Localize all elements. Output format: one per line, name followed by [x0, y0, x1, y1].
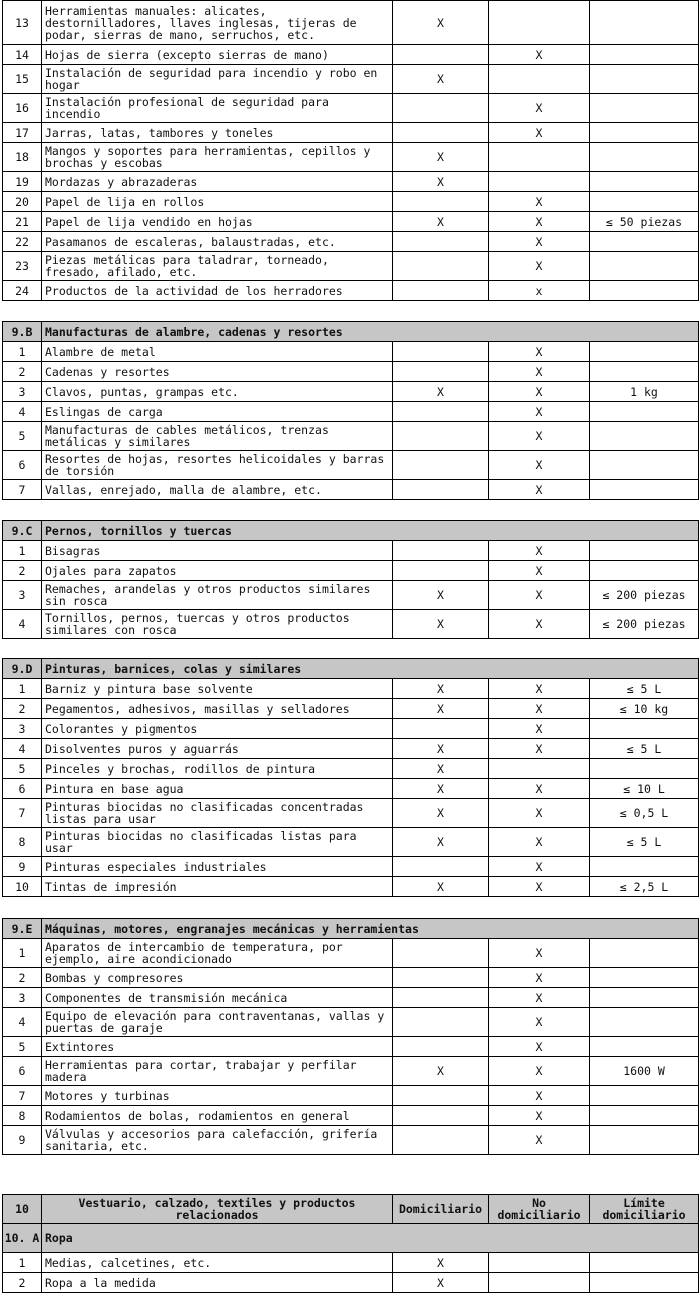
row-domiciliario: X — [393, 1, 489, 45]
row-limite: ≤ 10 L — [590, 779, 699, 799]
row-number: 23 — [3, 252, 42, 281]
header-title: Vestuario, calzado, textiles y productos relacionados — [42, 1195, 393, 1224]
row-description: Instalación de seguridad para incendio y robo en hogar — [42, 65, 393, 94]
row-domiciliario: X — [393, 877, 489, 897]
table-row — [3, 1008, 699, 1037]
row-domiciliario — [393, 988, 489, 1008]
section-header-row — [3, 322, 699, 342]
row-domiciliario — [393, 451, 489, 480]
row-limite: ≤ 2,5 L — [590, 877, 699, 897]
section-code: 9.B — [3, 322, 42, 342]
row-no-domiciliario: X — [489, 939, 590, 968]
row-domiciliario — [393, 45, 489, 65]
row-description: Vallas, enrejado, malla de alambre, etc. — [42, 480, 393, 500]
row-description: Tornillos, pernos, tuercas y otros productos similares con rosca — [42, 610, 393, 639]
row-description: Medias, calcetines, etc. — [42, 1253, 393, 1273]
row-description: Componentes de transmisión mecánica — [42, 988, 393, 1008]
section-title: Máquinas, motores, engranajes mecánicas y herramientas — [42, 919, 699, 939]
row-no-domiciliario: X — [489, 402, 590, 422]
row-domiciliario: X — [393, 65, 489, 94]
row-description: Disolventes puros y aguarrás — [42, 739, 393, 759]
row-number: 17 — [3, 123, 42, 143]
header-code: 10 — [3, 1195, 42, 1224]
table-row — [3, 610, 699, 639]
table-row — [3, 988, 699, 1008]
row-limite: ≤ 0,5 L — [590, 799, 699, 828]
row-no-domiciliario: X — [489, 828, 590, 857]
row-description: Mordazas y abrazaderas — [42, 172, 393, 192]
table-row — [3, 1273, 699, 1293]
row-no-domiciliario: X — [489, 232, 590, 252]
row-description: Papel de lija vendido en hojas — [42, 212, 393, 232]
row-domiciliario: X — [393, 759, 489, 779]
row-limite — [590, 172, 699, 192]
row-number: 9 — [3, 1126, 42, 1155]
row-number: 19 — [3, 172, 42, 192]
row-number: 1 — [3, 939, 42, 968]
table-row — [3, 968, 699, 988]
table-row — [3, 281, 699, 301]
row-number: 1 — [3, 541, 42, 561]
row-number: 3 — [3, 581, 42, 610]
table-row — [3, 212, 699, 232]
row-limite — [590, 281, 699, 301]
section-header-row — [3, 521, 699, 541]
row-no-domiciliario: X — [489, 422, 590, 451]
table-row — [3, 402, 699, 422]
row-description: Productos de la actividad de los herradores — [42, 281, 393, 301]
section-10-body — [3, 1253, 699, 1293]
row-description: Clavos, puntas, grampas etc. — [42, 382, 393, 402]
section-title: Pernos, tornillos y tuercas — [42, 521, 699, 541]
row-no-domiciliario: X — [489, 1057, 590, 1086]
row-number: 4 — [3, 1008, 42, 1037]
row-description: Remaches, arandelas y otros productos similares sin rosca — [42, 581, 393, 610]
subsection-code: 10. A — [3, 1224, 42, 1253]
row-limite: ≤ 200 piezas — [590, 581, 699, 610]
row-domiciliario — [393, 123, 489, 143]
row-no-domiciliario — [489, 65, 590, 94]
row-description: Pinceles y brochas, rodillos de pintura — [42, 759, 393, 779]
row-domiciliario — [393, 1106, 489, 1126]
header-no-domiciliario: No domiciliario — [489, 1195, 590, 1224]
row-no-domiciliario: x — [489, 281, 590, 301]
row-domiciliario — [393, 719, 489, 739]
table-row — [3, 382, 699, 402]
row-number: 4 — [3, 610, 42, 639]
row-number: 13 — [3, 1, 42, 45]
row-limite — [590, 857, 699, 877]
row-no-domiciliario: X — [489, 988, 590, 1008]
row-description: Pinturas especiales industriales — [42, 857, 393, 877]
section-9-body — [3, 1, 699, 301]
row-domiciliario — [393, 422, 489, 451]
row-no-domiciliario: X — [489, 192, 590, 212]
table-row — [3, 252, 699, 281]
row-domiciliario — [393, 342, 489, 362]
column-header-row — [3, 1195, 699, 1224]
header-limite: Límite domiciliario — [590, 1195, 699, 1224]
row-limite: ≤ 5 L — [590, 739, 699, 759]
row-no-domiciliario: X — [489, 877, 590, 897]
row-limite: ≤ 200 piezas — [590, 610, 699, 639]
row-domiciliario — [393, 968, 489, 988]
row-domiciliario — [393, 939, 489, 968]
row-limite: 1 kg — [590, 382, 699, 402]
table-row — [3, 561, 699, 581]
table-row — [3, 581, 699, 610]
row-domiciliario — [393, 1037, 489, 1057]
row-number: 6 — [3, 451, 42, 480]
table-section-9c — [2, 520, 699, 639]
row-domiciliario — [393, 94, 489, 123]
table-row — [3, 1037, 699, 1057]
row-no-domiciliario: X — [489, 581, 590, 610]
row-number: 14 — [3, 45, 42, 65]
section-9c-body — [3, 541, 699, 639]
row-limite — [590, 1086, 699, 1106]
row-domiciliario — [393, 1086, 489, 1106]
row-limite — [590, 561, 699, 581]
row-limite — [590, 1037, 699, 1057]
row-limite: 1600 W — [590, 1057, 699, 1086]
row-number: 2 — [3, 362, 42, 382]
row-number: 2 — [3, 1273, 42, 1293]
table-row — [3, 719, 699, 739]
row-description: Colorantes y pigmentos — [42, 719, 393, 739]
row-description: Rodamientos de bolas, rodamientos en general — [42, 1106, 393, 1126]
row-no-domiciliario: X — [489, 252, 590, 281]
row-number: 7 — [3, 799, 42, 828]
row-number: 15 — [3, 65, 42, 94]
table-row — [3, 779, 699, 799]
row-no-domiciliario: X — [489, 45, 590, 65]
row-description: Herramientas para cortar, trabajar y perfilar madera — [42, 1057, 393, 1086]
table-row — [3, 65, 699, 94]
row-description: Motores y turbinas — [42, 1086, 393, 1106]
row-limite — [590, 939, 699, 968]
row-no-domiciliario: X — [489, 719, 590, 739]
table-row — [3, 94, 699, 123]
table-row — [3, 1253, 699, 1273]
table-row — [3, 541, 699, 561]
row-no-domiciliario: X — [489, 799, 590, 828]
row-domiciliario: X — [393, 172, 489, 192]
row-no-domiciliario: X — [489, 857, 590, 877]
row-domiciliario — [393, 1008, 489, 1037]
table-row — [3, 1086, 699, 1106]
row-limite — [590, 988, 699, 1008]
row-limite — [590, 1273, 699, 1293]
row-description: Pintura en base agua — [42, 779, 393, 799]
row-number: 3 — [3, 988, 42, 1008]
row-description: Herramientas manuales: alicates, destornilladores, llaves inglesas, tijeras de podar, sierras de mano, serruchos, etc. — [42, 1, 393, 45]
row-number: 6 — [3, 779, 42, 799]
table-section-9e — [2, 918, 699, 1155]
row-limite — [590, 719, 699, 739]
row-number: 5 — [3, 1037, 42, 1057]
header-domiciliario: Domiciliario — [393, 1195, 489, 1224]
row-limite — [590, 480, 699, 500]
row-number: 16 — [3, 94, 42, 123]
row-no-domiciliario: X — [489, 541, 590, 561]
table-row — [3, 342, 699, 362]
row-number: 10 — [3, 877, 42, 897]
row-number: 1 — [3, 1253, 42, 1273]
row-description: Ojales para zapatos — [42, 561, 393, 581]
row-no-domiciliario: X — [489, 382, 590, 402]
row-limite — [590, 759, 699, 779]
row-no-domiciliario: X — [489, 212, 590, 232]
row-no-domiciliario: X — [489, 451, 590, 480]
row-domiciliario — [393, 1126, 489, 1155]
row-domiciliario — [393, 402, 489, 422]
row-number: 22 — [3, 232, 42, 252]
row-domiciliario: X — [393, 679, 489, 699]
row-number: 18 — [3, 143, 42, 172]
row-domiciliario: X — [393, 382, 489, 402]
table-row — [3, 45, 699, 65]
row-domiciliario — [393, 281, 489, 301]
row-number: 8 — [3, 1106, 42, 1126]
row-description: Aparatos de intercambio de temperatura, por ejemplo, aire acondicionado — [42, 939, 393, 968]
row-limite — [590, 968, 699, 988]
row-domiciliario — [393, 232, 489, 252]
row-description: Válvulas y accesorios para calefacción, grifería sanitaria, etc. — [42, 1126, 393, 1155]
row-number: 7 — [3, 1086, 42, 1106]
row-no-domiciliario: X — [489, 480, 590, 500]
row-number: 9 — [3, 857, 42, 877]
section-header-row — [3, 919, 699, 939]
section-9e-body — [3, 939, 699, 1155]
row-number: 2 — [3, 968, 42, 988]
section-9d-body — [3, 679, 699, 897]
table-section-9b — [2, 321, 699, 500]
row-no-domiciliario: X — [489, 561, 590, 581]
row-description: Bombas y compresores — [42, 968, 393, 988]
row-no-domiciliario: X — [489, 699, 590, 719]
row-limite: ≤ 5 L — [590, 679, 699, 699]
row-description: Mangos y soportes para herramientas, cepillos y brochas y escobas — [42, 143, 393, 172]
row-description: Extintores — [42, 1037, 393, 1057]
row-domiciliario: X — [393, 799, 489, 828]
row-limite — [590, 541, 699, 561]
table-row — [3, 123, 699, 143]
row-domiciliario — [393, 480, 489, 500]
subsection-title: Ropa — [42, 1224, 699, 1253]
row-description: Barniz y pintura base solvente — [42, 679, 393, 699]
row-limite — [590, 402, 699, 422]
row-number: 2 — [3, 699, 42, 719]
row-description: Equipo de elevación para contraventanas, vallas y puertas de garaje — [42, 1008, 393, 1037]
row-limite — [590, 362, 699, 382]
row-domiciliario: X — [393, 610, 489, 639]
table-row — [3, 1106, 699, 1126]
row-no-domiciliario: X — [489, 610, 590, 639]
table-row — [3, 828, 699, 857]
row-domiciliario: X — [393, 779, 489, 799]
row-description: Cadenas y resortes — [42, 362, 393, 382]
table-section-10 — [2, 1194, 699, 1293]
table-row — [3, 679, 699, 699]
row-description: Bisagras — [42, 541, 393, 561]
row-no-domiciliario: X — [489, 1126, 590, 1155]
row-no-domiciliario: X — [489, 362, 590, 382]
section-code: 9.C — [3, 521, 42, 541]
row-no-domiciliario — [489, 1, 590, 45]
row-limite — [590, 123, 699, 143]
row-number: 6 — [3, 1057, 42, 1086]
subsection-header-row — [3, 1224, 699, 1253]
row-limite — [590, 143, 699, 172]
table-row — [3, 143, 699, 172]
table-row — [3, 939, 699, 968]
table-row — [3, 739, 699, 759]
row-no-domiciliario: X — [489, 968, 590, 988]
table-row — [3, 232, 699, 252]
section-title: Pinturas, barnices, colas y similares — [42, 659, 699, 679]
row-no-domiciliario — [489, 759, 590, 779]
row-limite — [590, 1126, 699, 1155]
row-limite — [590, 252, 699, 281]
row-domiciliario: X — [393, 212, 489, 232]
row-description: Ropa a la medida — [42, 1273, 393, 1293]
row-domiciliario: X — [393, 143, 489, 172]
table-row — [3, 799, 699, 828]
row-no-domiciliario — [489, 143, 590, 172]
row-no-domiciliario — [489, 172, 590, 192]
row-number: 4 — [3, 402, 42, 422]
row-limite — [590, 192, 699, 212]
row-domiciliario: X — [393, 1057, 489, 1086]
row-limite — [590, 1, 699, 45]
row-limite — [590, 45, 699, 65]
row-number: 1 — [3, 679, 42, 699]
row-limite — [590, 94, 699, 123]
row-description: Eslingas de carga — [42, 402, 393, 422]
table-row — [3, 877, 699, 897]
row-no-domiciliario: X — [489, 94, 590, 123]
row-domiciliario — [393, 192, 489, 212]
row-number: 2 — [3, 561, 42, 581]
section-code: 9.E — [3, 919, 42, 939]
table-row — [3, 1057, 699, 1086]
row-description: Piezas metálicas para taladrar, torneado, fresado, afilado, etc. — [42, 252, 393, 281]
row-domiciliario — [393, 561, 489, 581]
row-description: Resortes de hojas, resortes helicoidales y barras de torsión — [42, 451, 393, 480]
row-limite — [590, 1253, 699, 1273]
row-limite — [590, 1008, 699, 1037]
row-description: Alambre de metal — [42, 342, 393, 362]
row-number: 4 — [3, 739, 42, 759]
row-limite — [590, 422, 699, 451]
table-row — [3, 451, 699, 480]
row-domiciliario: X — [393, 1273, 489, 1293]
row-no-domiciliario: X — [489, 1008, 590, 1037]
row-description: Instalación profesional de seguridad para incendio — [42, 94, 393, 123]
table-row — [3, 1126, 699, 1155]
table-row — [3, 1, 699, 45]
section-header-row — [3, 659, 699, 679]
row-no-domiciliario: X — [489, 739, 590, 759]
table-row — [3, 192, 699, 212]
row-domiciliario — [393, 362, 489, 382]
row-description: Hojas de sierra (excepto sierras de mano) — [42, 45, 393, 65]
row-number: 3 — [3, 719, 42, 739]
section-9b-body — [3, 342, 699, 500]
row-description: Pinturas biocidas no clasificadas listas para usar — [42, 828, 393, 857]
row-no-domiciliario: X — [489, 779, 590, 799]
row-number: 7 — [3, 480, 42, 500]
row-domiciliario: X — [393, 739, 489, 759]
row-number: 3 — [3, 382, 42, 402]
row-domiciliario — [393, 857, 489, 877]
table-row — [3, 699, 699, 719]
table-section-9 — [2, 0, 699, 301]
row-number: 24 — [3, 281, 42, 301]
row-number: 5 — [3, 422, 42, 451]
table-row — [3, 172, 699, 192]
row-description: Pasamanos de escaleras, balaustradas, etc. — [42, 232, 393, 252]
row-domiciliario: X — [393, 581, 489, 610]
table-row — [3, 759, 699, 779]
row-description: Pinturas biocidas no clasificadas concentradas listas para usar — [42, 799, 393, 828]
table-row — [3, 422, 699, 451]
row-description: Papel de lija en rollos — [42, 192, 393, 212]
row-number: 1 — [3, 342, 42, 362]
row-domiciliario — [393, 252, 489, 281]
section-code: 9.D — [3, 659, 42, 679]
row-limite — [590, 451, 699, 480]
row-domiciliario: X — [393, 1253, 489, 1273]
row-number: 8 — [3, 828, 42, 857]
row-domiciliario: X — [393, 828, 489, 857]
row-limite — [590, 232, 699, 252]
row-limite — [590, 65, 699, 94]
row-no-domiciliario: X — [489, 1086, 590, 1106]
row-domiciliario: X — [393, 699, 489, 719]
table-section-9d — [2, 658, 699, 897]
row-description: Tintas de impresión — [42, 877, 393, 897]
row-no-domiciliario — [489, 1253, 590, 1273]
table-row — [3, 480, 699, 500]
row-description: Jarras, latas, tambores y toneles — [42, 123, 393, 143]
section-title: Manufacturas de alambre, cadenas y resortes — [42, 322, 699, 342]
row-domiciliario — [393, 541, 489, 561]
row-limite: ≤ 10 kg — [590, 699, 699, 719]
row-description: Pegamentos, adhesivos, masillas y selladores — [42, 699, 393, 719]
row-no-domiciliario: X — [489, 1106, 590, 1126]
row-number: 21 — [3, 212, 42, 232]
row-limite: ≤ 50 piezas — [590, 212, 699, 232]
row-no-domiciliario — [489, 1273, 590, 1293]
row-no-domiciliario: X — [489, 679, 590, 699]
row-no-domiciliario: X — [489, 123, 590, 143]
row-number: 20 — [3, 192, 42, 212]
table-row — [3, 362, 699, 382]
row-limite: ≤ 5 L — [590, 828, 699, 857]
table-row — [3, 857, 699, 877]
row-limite — [590, 342, 699, 362]
row-no-domiciliario: X — [489, 1037, 590, 1057]
row-description: Manufacturas de cables metálicos, trenzas metálicas y similares — [42, 422, 393, 451]
row-no-domiciliario: X — [489, 342, 590, 362]
row-limite — [590, 1106, 699, 1126]
row-number: 5 — [3, 759, 42, 779]
